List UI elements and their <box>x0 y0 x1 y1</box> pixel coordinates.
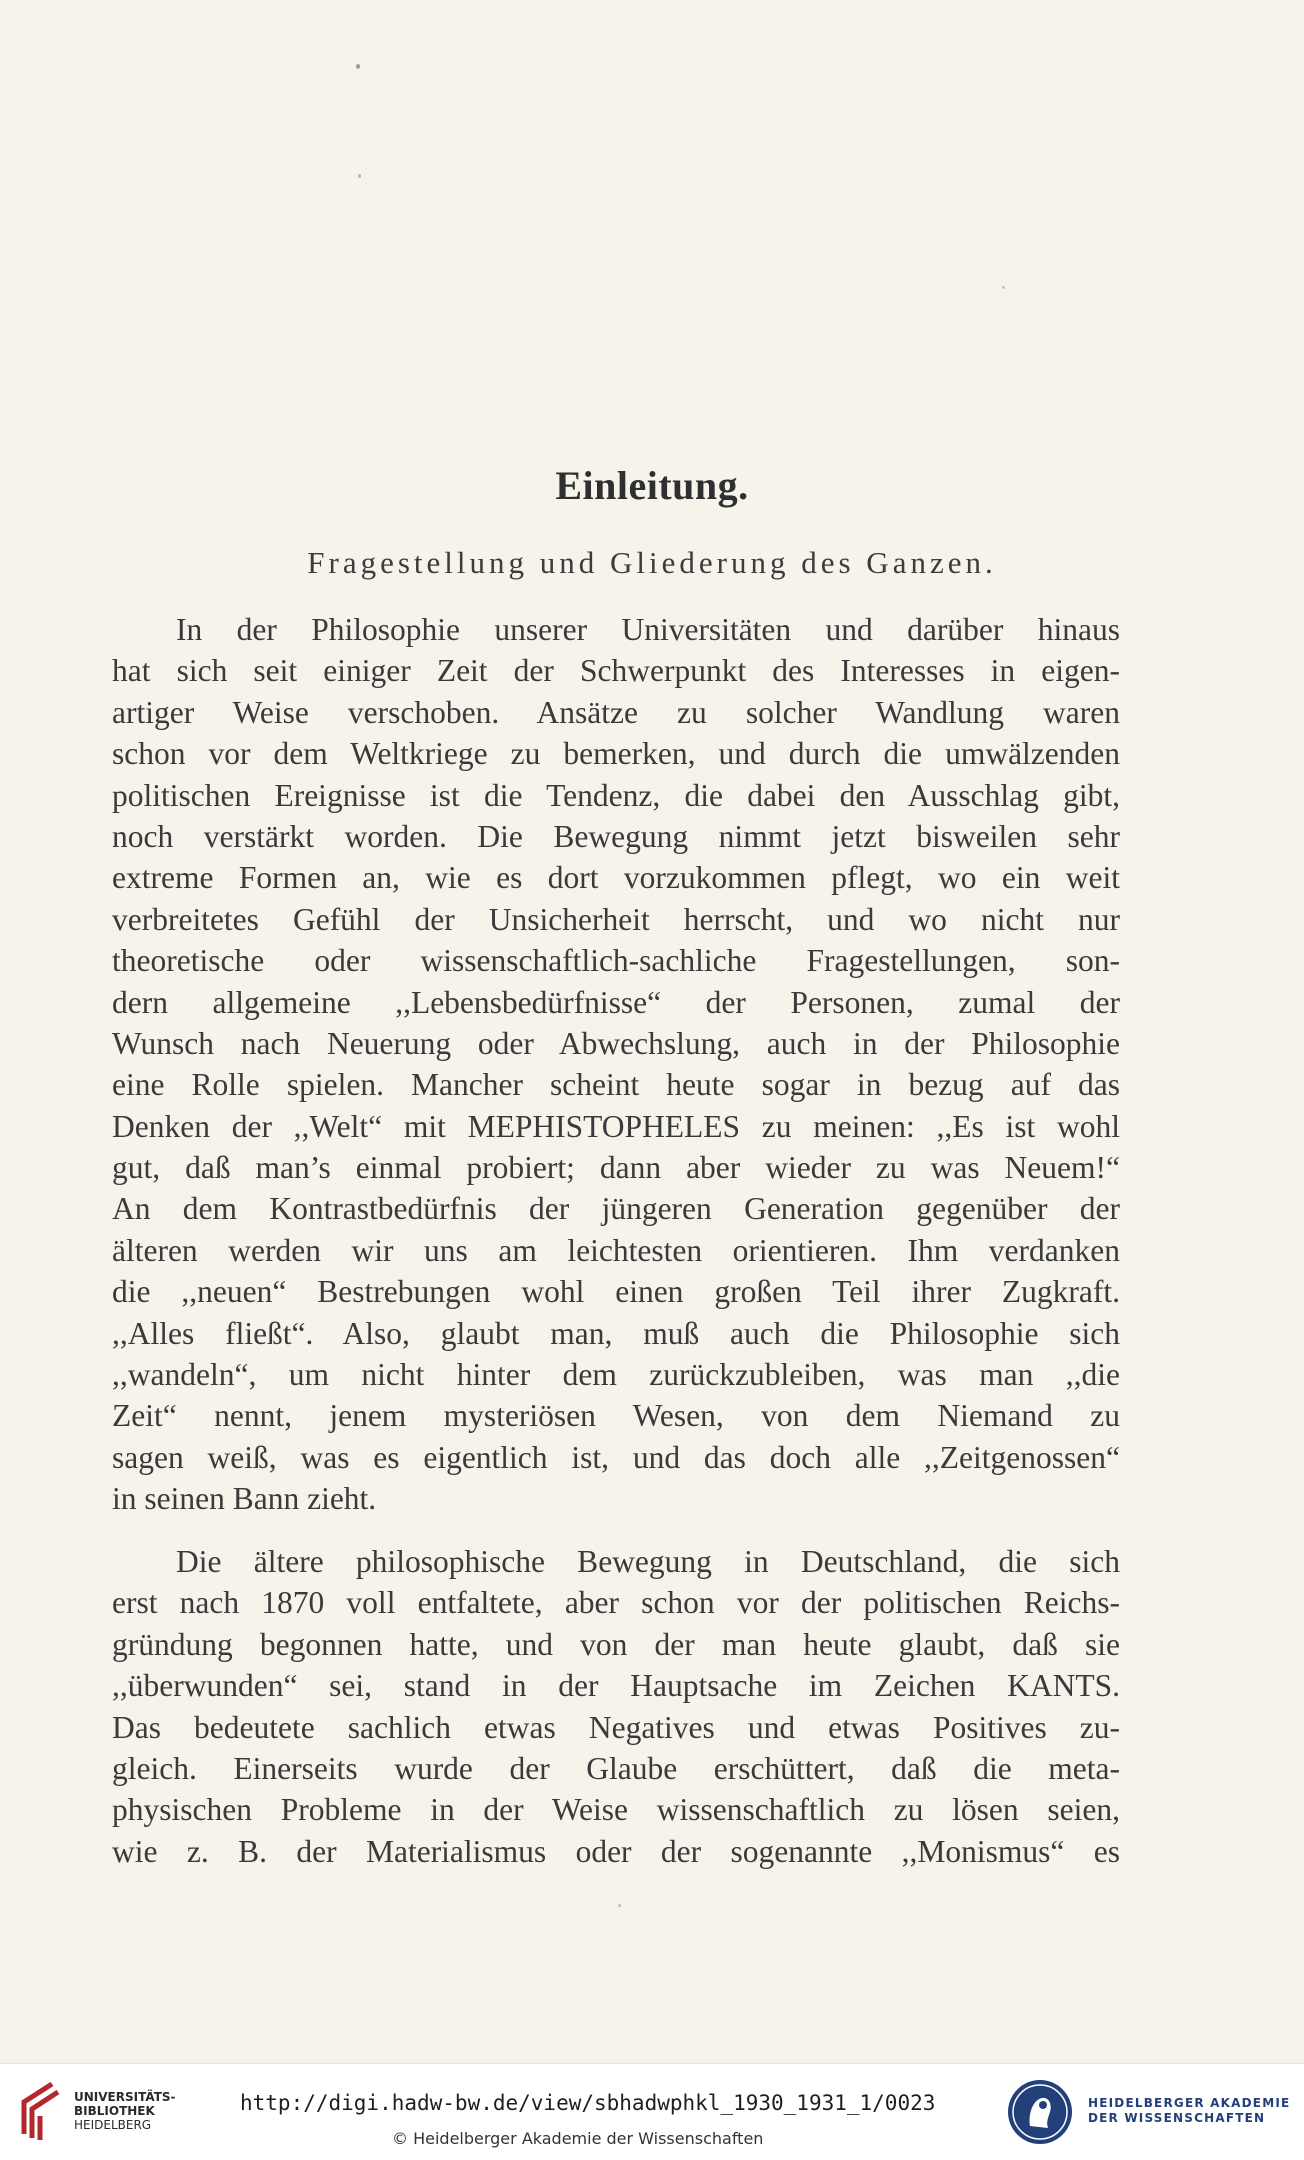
copyright-notice: © Heidelberger Akademie der Wissenschaften <box>392 2129 764 2148</box>
viewer-footer <box>0 2063 1304 2160</box>
library-name-line: HEIDELBERG <box>74 2118 152 2132</box>
text-line: Zeit“ nennt, jenem mysteriösen Wesen, von dem Niemand zu <box>112 1398 1120 1434</box>
text-line: dern allgemeine ,,Lebensbedürfnisse“ der Personen, zumal der <box>112 984 1120 1020</box>
paper-speck <box>356 64 360 69</box>
text-line: theoretische oder wissenschaftlich-sachliche Fragestellungen, son- <box>112 943 1120 979</box>
text-line: gleich. Einerseits wurde der Glaube erschüttert, daß die meta- <box>112 1750 1120 1786</box>
text-line: In der Philosophie unserer Universitäten und darüber hinaus <box>176 612 1120 647</box>
academy-name-line: HEIDELBERGER AKADEMIE <box>1088 2096 1291 2110</box>
text-line: erst nach 1870 voll entfaltete, aber schon vor der politischen Reichs- <box>112 1585 1120 1621</box>
text-line: hat sich seit einiger Zeit der Schwerpunkt des Interesses in eigen- <box>112 653 1120 689</box>
paper-speck <box>358 174 361 178</box>
paragraph-1 <box>112 609 1120 1520</box>
text-line: ,,Alles fließt“. Also, glaubt man, muß auch die Philosophie sich <box>112 1315 1120 1351</box>
paragraph-2 <box>112 1541 1120 1872</box>
text-line: schon vor dem Weltkriege zu bemerken, und durch die umwälzenden <box>112 736 1120 772</box>
library-name-line: BIBLIOTHEK <box>74 2104 155 2118</box>
academy-seal-icon <box>1006 2078 1074 2146</box>
text-line: sagen weiß, was es eigentlich ist, und das doch alle ,,Zeitgenossen“ <box>112 1439 1120 1475</box>
text-line: Das bedeutete sachlich etwas Negatives und etwas Positives zu- <box>112 1709 1120 1745</box>
text-line: politischen Ereignisse ist die Tendenz, die dabei den Ausschlag gibt, <box>112 777 1120 813</box>
text-line: Denken der ,,Welt“ mit MEPHISTOPHELES zu meinen: ,,Es ist wohl <box>112 1108 1120 1144</box>
text-line: An dem Kontrastbedürfnis der jüngeren Generation gegenüber der <box>112 1191 1120 1227</box>
text-line: verbreitetes Gefühl der Unsicherheit herrscht, und wo nicht nur <box>112 901 1120 937</box>
paper-speck <box>618 1904 621 1907</box>
academy-name-line: DER WISSENSCHAFTEN <box>1088 2111 1266 2125</box>
university-library-name <box>74 2090 176 2132</box>
text-line: Die ältere philosophische Bewegung in Deutschland, die sich <box>176 1544 1120 1579</box>
text-line: die ,,neuen“ Bestrebungen wohl einen großen Teil ihrer Zugkraft. <box>112 1274 1120 1310</box>
chapter-heading: Einleitung. <box>555 463 749 508</box>
text-line: in seinen Bann zieht. <box>112 1481 377 1517</box>
text-line: ,,wandeln“, um nicht hinter dem zurückzubleiben, was man ,,die <box>112 1357 1120 1393</box>
text-line: physischen Probleme in der Weise wissenschaftlich zu lösen seien, <box>112 1792 1120 1828</box>
text-line: extreme Formen an, wie es dort vorzukommen pflegt, wo ein weit <box>112 860 1120 896</box>
university-library-logo-icon <box>14 2078 66 2142</box>
text-line: ,,überwunden“ sei, stand in der Hauptsache im Zeichen KANTS. <box>112 1668 1120 1704</box>
paper-speck <box>1002 286 1005 289</box>
text-line: gut, daß man’s einmal probiert; dann aber wieder zu was Neuem!“ <box>112 1150 1120 1186</box>
chapter-subheading: Fragestellung und Gliederung des Ganzen. <box>307 545 997 580</box>
text-line: gründung begonnen hatte, und von der man heute glaubt, daß sie <box>112 1626 1120 1662</box>
text-line: wie z. B. der Materialismus oder der sogenannte ,,Monismus“ es <box>112 1833 1120 1869</box>
text-line: älteren werden wir uns am leichtesten orientieren. Ihm verdanken <box>112 1232 1120 1268</box>
text-line: Wunsch nach Neuerung oder Abwechslung, auch in der Philosophie <box>112 1025 1120 1061</box>
permalink-url[interactable]: http://digi.hadw-bw.de/view/sbhadwphkl_1930_1931_1/0023 <box>240 2091 936 2115</box>
text-line: noch verstärkt worden. Die Bewegung nimmt jetzt bisweilen sehr <box>112 818 1120 854</box>
library-name-line: UNIVERSITÄTS- <box>74 2090 176 2104</box>
text-line: eine Rolle spielen. Mancher scheint heute sogar in bezug auf das <box>112 1067 1120 1103</box>
text-line: artiger Weise verschoben. Ansätze zu solcher Wandlung waren <box>112 694 1120 730</box>
academy-name <box>1088 2096 1290 2126</box>
